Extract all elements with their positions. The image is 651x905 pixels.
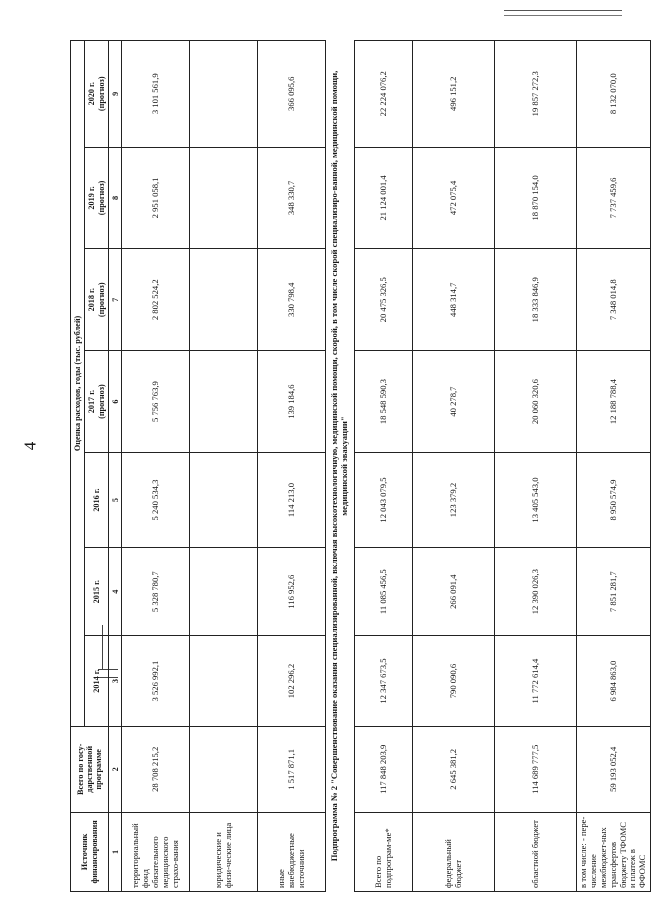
cell-value: 7 851 281,7	[577, 548, 651, 636]
row-source: иные внебюджетные источники	[258, 812, 326, 891]
cell-value: 40 278,7	[413, 351, 495, 453]
header-year: 2020 г. (прогноз)	[85, 41, 109, 148]
cell-value	[190, 636, 258, 727]
cell-value: 5 240 534,3	[122, 453, 190, 548]
cell-value: 8 950 574,9	[577, 453, 651, 548]
cell-value: 116 952,6	[258, 548, 326, 636]
cell-value: 114 213,0	[258, 453, 326, 548]
cell-value: 2 951 058,1	[122, 147, 190, 249]
cell-value: 5 756 763,9	[122, 351, 190, 453]
column-number: 7	[109, 249, 122, 351]
cell-value: 3 526 992,1	[122, 636, 190, 727]
cell-value: 366 095,6	[258, 41, 326, 148]
cell-value: 28 708 215,2	[122, 726, 190, 812]
cell-value: 18 548 590,3	[355, 351, 413, 453]
header-year: 2018 г. (прогноз)	[85, 249, 109, 351]
cell-value: 6 984 863,0	[577, 636, 651, 727]
row-source: юридические и физи-ческие лица	[190, 812, 258, 891]
cell-value: 22 224 076,2	[355, 41, 413, 148]
subprogram-title-row	[326, 41, 355, 892]
cell-value: 12 043 079,5	[355, 453, 413, 548]
row-source: территориальный фонд обязательного медицинского страхо-вания	[122, 812, 190, 891]
header-estimate-group: Оценка расходов, годы (тыс. рублей)	[71, 41, 85, 727]
row-source: Всего по подпрограм-ме*	[355, 812, 413, 891]
table-row	[577, 41, 651, 892]
row-source: федеральный бюджет	[413, 812, 495, 891]
cell-value: 11 772 614,4	[495, 636, 577, 727]
header-year: 2017 г. (прогноз)	[85, 351, 109, 453]
column-number: 2	[109, 726, 122, 812]
column-number: 6	[109, 351, 122, 453]
cell-value: 18 870 154,0	[495, 147, 577, 249]
cell-value	[190, 453, 258, 548]
cell-value: 18 333 846,9	[495, 249, 577, 351]
cell-value: 123 379,2	[413, 453, 495, 548]
column-number-row	[109, 41, 122, 892]
cell-value: 472 075,4	[413, 147, 495, 249]
cell-value	[190, 548, 258, 636]
cell-value	[190, 147, 258, 249]
table-row	[413, 41, 495, 892]
cell-value: 20 475 326,5	[355, 249, 413, 351]
header-year: 2016 г.	[85, 453, 109, 548]
cell-value	[190, 41, 258, 148]
budget-table	[70, 40, 651, 892]
cell-value: 3 101 561,9	[122, 41, 190, 148]
column-number: 1	[109, 812, 122, 891]
cell-value: 348 330,7	[258, 147, 326, 249]
cell-value: 19 857 272,3	[495, 41, 577, 148]
cell-value: 330 798,4	[258, 249, 326, 351]
cell-value: 59 193 052,4	[577, 726, 651, 812]
cell-value: 1 517 871,1	[258, 726, 326, 812]
cell-value: 12 390 026,3	[495, 548, 577, 636]
cell-value: 102 296,2	[258, 636, 326, 727]
cell-value: 496 151,2	[413, 41, 495, 148]
table-row	[122, 41, 190, 892]
cell-value: 7 348 014,8	[577, 249, 651, 351]
cell-value: 2 645 381,2	[413, 726, 495, 812]
column-number: 5	[109, 453, 122, 548]
page-number: 4	[20, 441, 40, 451]
cell-value: 790 090,6	[413, 636, 495, 727]
column-number: 3	[109, 636, 122, 727]
cell-value: 139 184,6	[258, 351, 326, 453]
header-total: Всего по госу-дарственной программе	[71, 726, 109, 812]
cell-value	[190, 351, 258, 453]
cell-value	[190, 726, 258, 812]
cell-value: 12 347 673,5	[355, 636, 413, 727]
table-row	[258, 41, 326, 892]
row-source: областной бюджет	[495, 812, 577, 891]
header-source: Источник финансирования	[71, 812, 109, 891]
column-number: 9	[109, 41, 122, 148]
row-source: в том числе: - пере-числение межбюджет-ных трансфертов бюджету ТФОМС и платеж в ФФОМС	[577, 812, 651, 891]
cell-value: 8 132 070,0	[577, 41, 651, 148]
table-row	[495, 41, 577, 892]
header-year: 2015 г.	[85, 548, 109, 636]
cell-value: 21 124 001,4	[355, 147, 413, 249]
cell-value: 117 848 203,9	[355, 726, 413, 812]
table-row	[190, 41, 258, 892]
cell-value: 114 689 777,5	[495, 726, 577, 812]
cell-value: 2 802 524,2	[122, 249, 190, 351]
column-number: 4	[109, 548, 122, 636]
header-rule	[504, 10, 622, 16]
header-year: 2014 г.	[85, 636, 109, 727]
cell-value: 266 091,4	[413, 548, 495, 636]
header-year: 2019 г. (прогноз)	[85, 147, 109, 249]
table-row	[355, 41, 413, 892]
cell-value: 7 737 459,6	[577, 147, 651, 249]
cell-value: 12 188 788,4	[577, 351, 651, 453]
cell-value: 11 085 456,5	[355, 548, 413, 636]
subprogram-title: Подпрограмма № 2 "Совершенствование оказания специализированной, включая высокотехнологичную, медицинской помощи, скорой, в том числе скорой специализиро-ванной, медицинской помощи, медицинской эвакуации"	[326, 41, 355, 892]
cell-value	[190, 249, 258, 351]
cell-value: 13 405 543,0	[495, 453, 577, 548]
cell-value: 5 328 780,7	[122, 548, 190, 636]
column-number: 8	[109, 147, 122, 249]
rotated-page	[70, 40, 648, 892]
cell-value: 20 060 320,6	[495, 351, 577, 453]
cell-value: 448 314,7	[413, 249, 495, 351]
header-row-1	[71, 41, 85, 892]
